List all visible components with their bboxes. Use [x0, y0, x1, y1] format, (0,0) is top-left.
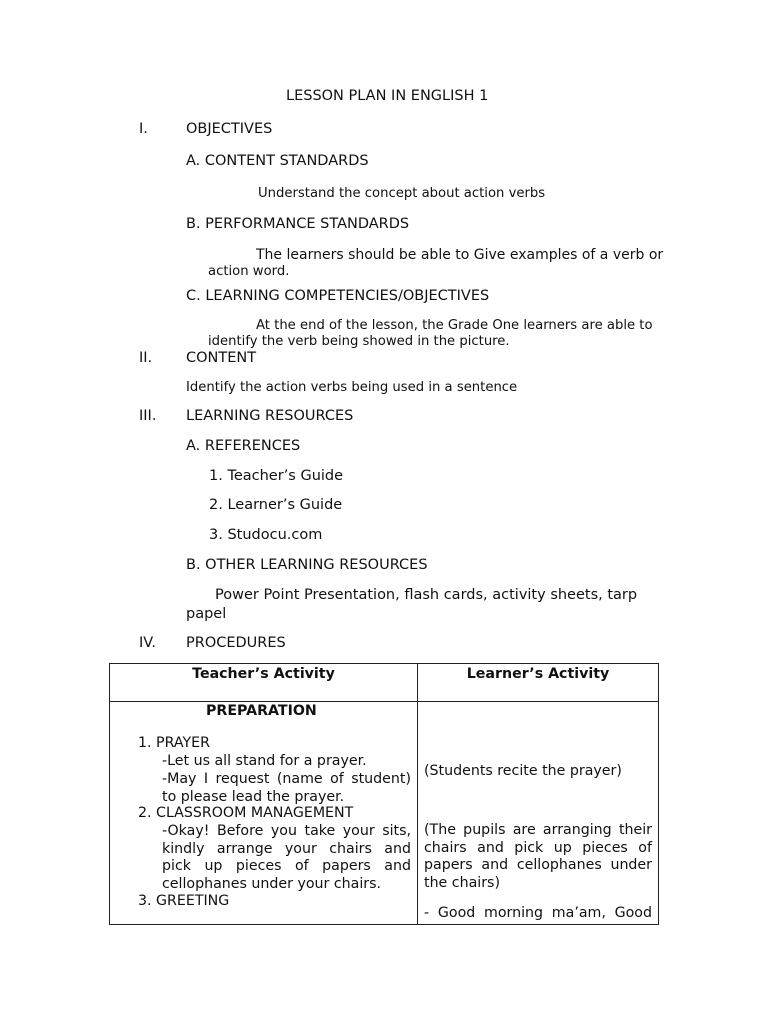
subsection-heading: B. PERFORMANCE STANDARDS [186, 216, 410, 232]
paragraph-line: Power Point Presentation, flash cards, activity sheets, tarp [215, 587, 638, 603]
section-heading: OBJECTIVES [186, 121, 273, 137]
prayer-response: (Students recite the prayer) [424, 763, 622, 779]
prayer-instruction: -Let us all stand for a prayer. [162, 753, 367, 769]
section-number: I. [139, 121, 148, 137]
section-heading: CONTENT [186, 350, 257, 366]
prayer-request: -May I request (name of student) to please lead the prayer. [162, 771, 411, 805]
greeting-label: 3. GREETING [138, 893, 230, 909]
teacher-activity-header: Teacher’s Activity [110, 664, 418, 702]
procedures-table [109, 663, 659, 925]
table-row [110, 702, 659, 925]
teacher-activity-cell [110, 702, 418, 925]
paragraph: Understand the concept about action verbs [258, 186, 546, 201]
classroom-management-text: -Okay! Before you take your sits, kindly arrange your chairs and pick up pieces of papers and cellophanes under your chairs. [162, 823, 411, 892]
greeting-response: - Good morning ma’am, Good [424, 905, 652, 921]
section-heading: PROCEDURES [186, 635, 286, 651]
paragraph-line: The learners should be able to Give examples of a verb or [256, 247, 664, 263]
learner-activity-cell [418, 702, 659, 925]
section-number: II. [139, 350, 153, 366]
classroom-management-response: (The pupils are arranging their chairs and pick up pieces of papers and cellophanes under the chairs) [424, 822, 652, 891]
subsection-heading: B. OTHER LEARNING RESOURCES [186, 557, 428, 573]
list-item: 1. Teacher’s Guide [209, 468, 344, 484]
list-item: 3. Studocu.com [209, 527, 323, 543]
paragraph-line: action word. [208, 264, 290, 279]
section-number: III. [139, 408, 157, 424]
subsection-heading: A. REFERENCES [186, 438, 301, 454]
table-header-row [110, 664, 659, 702]
section-number: IV. [139, 635, 156, 651]
section-heading: LEARNING RESOURCES [186, 408, 354, 424]
classroom-management-label: 2. CLASSROOM MANAGEMENT [138, 805, 354, 821]
subsection-heading: C. LEARNING COMPETENCIES/OBJECTIVES [186, 288, 490, 304]
paragraph-line: identify the verb being showed in the picture. [208, 334, 510, 349]
list-item: 2. Learner’s Guide [209, 497, 343, 513]
prayer-label: 1. PRAYER [138, 735, 210, 751]
preparation-heading: PREPARATION [206, 703, 317, 719]
paragraph: Identify the action verbs being used in a sentence [186, 380, 518, 395]
learner-activity-header: Learner’s Activity [418, 664, 659, 702]
paragraph-line: papel [186, 606, 227, 622]
subsection-heading: A. CONTENT STANDARDS [186, 153, 369, 169]
paragraph-line: At the end of the lesson, the Grade One learners are able to [256, 318, 653, 333]
page-title: LESSON PLAN IN ENGLISH 1 [286, 88, 489, 104]
